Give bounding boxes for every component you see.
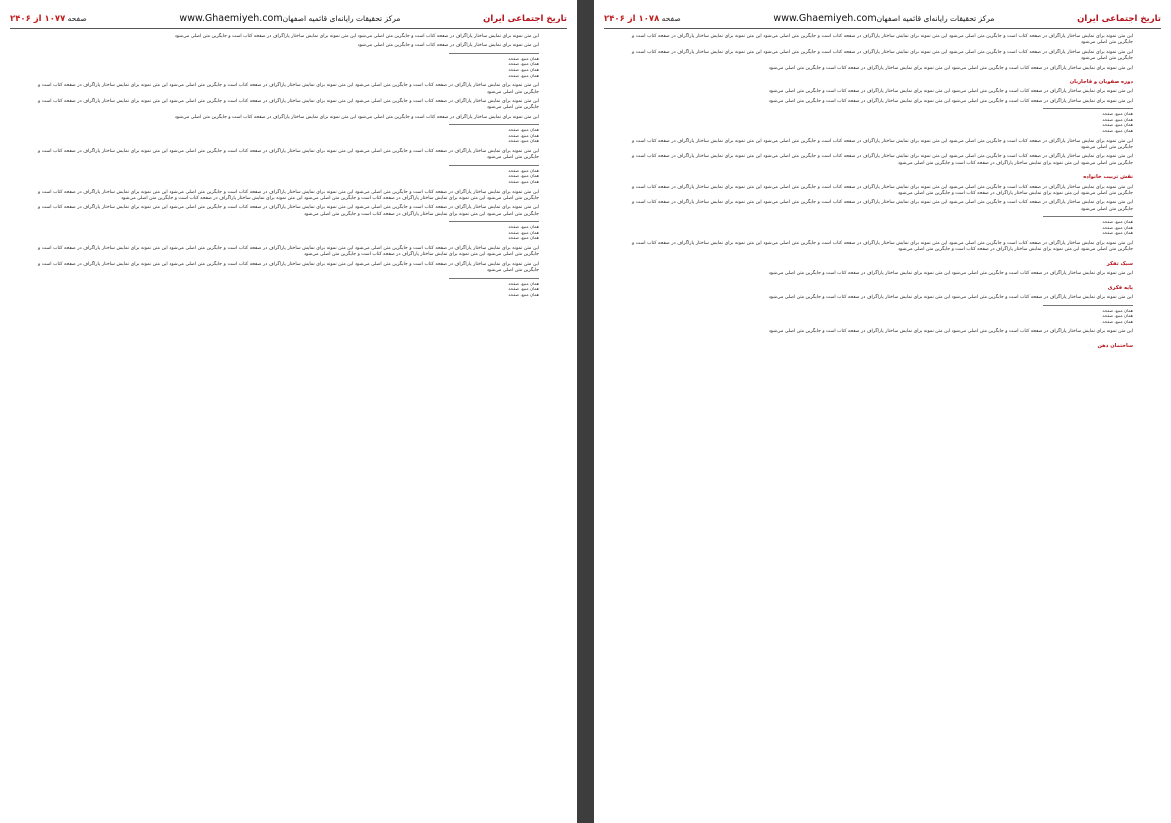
footnote-rule bbox=[1043, 108, 1133, 109]
section-heading: دوره صفویان و قاجاریان bbox=[1069, 79, 1133, 86]
paragraph: این متن نمونه برای نمایش ساختار پاراگراف در صفحه کتاب است و جایگزین متن اصلی می‌شود این متن نمونه برای نمایش ساختار پاراگراف در صفحه کتاب است و جایگزین متن اصلی می‌شود bbox=[768, 65, 1133, 71]
publisher-line bbox=[169, 10, 400, 28]
publisher-line bbox=[763, 10, 994, 28]
footnote: همان منبع، صفحه bbox=[508, 138, 539, 144]
paragraph: این متن نمونه برای نمایش ساختار پاراگراف در صفحه کتاب است و جایگزین متن اصلی می‌شود این متن نمونه برای نمایش ساختار پاراگراف در صفحه کتاب است و جایگزین متن اصلی می‌شود این متن نمونه برای نمایش ساختار پاراگراف در صفحه کتاب است و جایگزین متن اصلی می‌شود bbox=[38, 83, 539, 95]
footnote-block bbox=[632, 308, 1133, 325]
footnote: همان منبع، صفحه bbox=[508, 229, 539, 235]
footnote-block bbox=[38, 168, 539, 185]
paragraph: این متن نمونه برای نمایش ساختار پاراگراف در صفحه کتاب است و جایگزین متن اصلی می‌شود این متن نمونه برای نمایش ساختار پاراگراف در صفحه کتاب است و جایگزین متن اصلی می‌شود این متن نمونه برای نمایش ساختار پاراگراف در صفحه کتاب است و جایگزین متن اصلی می‌شود bbox=[38, 261, 539, 274]
footnote: همان منبع، صفحه bbox=[1102, 307, 1133, 313]
footnote: همان منبع، صفحه bbox=[508, 132, 539, 138]
publisher-name: مرکز تحقیقات رایانه‌ای قائمیه اصفهان bbox=[282, 14, 401, 23]
footnote: همان منبع، صفحه bbox=[1102, 313, 1133, 319]
section-heading: سبک تفکر bbox=[1106, 260, 1133, 267]
paragraph: این متن نمونه برای نمایش ساختار پاراگراف در صفحه کتاب است و جایگزین متن اصلی می‌شود این متن نمونه برای نمایش ساختار پاراگراف در صفحه کتاب است و جایگزین متن اصلی می‌شود این متن نمونه برای نمایش ساختار پاراگراف در صفحه کتاب است و جایگزین متن اصلی می‌شود bbox=[38, 99, 539, 111]
paragraph: این متن نمونه برای نمایش ساختار پاراگراف در صفحه کتاب است و جایگزین متن اصلی می‌شود این متن نمونه برای نمایش ساختار پاراگراف در صفحه کتاب است و جایگزین متن اصلی می‌شود این متن نمونه برای نمایش ساختار پاراگراف در صفحه کتاب است و جایگزین متن اصلی می‌شود bbox=[632, 138, 1133, 151]
footnote-block bbox=[38, 281, 539, 298]
footnote-block bbox=[632, 219, 1133, 236]
right-page-header bbox=[604, 10, 1161, 29]
footnote: همان منبع، صفحه bbox=[1102, 219, 1133, 225]
right-page bbox=[594, 0, 1171, 823]
footnote-rule bbox=[449, 124, 539, 125]
footnote: همان منبع، صفحه bbox=[508, 291, 539, 297]
footnote: همان منبع، صفحه bbox=[1102, 128, 1133, 134]
left-page-body bbox=[38, 34, 539, 819]
paragraph: این متن نمونه برای نمایش ساختار پاراگراف در صفحه کتاب است و جایگزین متن اصلی می‌شود این متن نمونه برای نمایش ساختار پاراگراف در صفحه کتاب است و جایگزین متن اصلی می‌شود این متن نمونه برای نمایش ساختار پاراگراف در صفحه کتاب است و جایگزین متن اصلی می‌شود این متن نمونه برای نمایش ساختار پاراگراف در صفحه کتاب است و جایگزین متن اصلی می‌شود bbox=[38, 205, 539, 217]
footnote: همان منبع، صفحه bbox=[508, 61, 539, 67]
footnote-rule bbox=[449, 221, 539, 222]
footnote: همان منبع، صفحه bbox=[508, 173, 539, 179]
footnote-rule bbox=[449, 53, 539, 54]
paragraph: این متن نمونه برای نمایش ساختار پاراگراف در صفحه کتاب است و جایگزین متن اصلی می‌شود این متن نمونه برای نمایش ساختار پاراگراف در صفحه کتاب است و جایگزین متن اصلی می‌شود bbox=[768, 295, 1133, 301]
footnote-rule bbox=[1043, 305, 1133, 306]
paragraph: این متن نمونه برای نمایش ساختار پاراگراف در صفحه کتاب است و جایگزین متن اصلی می‌شود bbox=[357, 43, 539, 49]
paragraph: این متن نمونه برای نمایش ساختار پاراگراف در صفحه کتاب است و جایگزین متن اصلی می‌شود این متن نمونه برای نمایش ساختار پاراگراف در صفحه کتاب است و جایگزین متن اصلی می‌شود این متن نمونه برای نمایش ساختار پاراگراف در صفحه کتاب است و جایگزین متن اصلی می‌شود این متن نمونه برای نمایش ساختار پاراگراف در صفحه کتاب است و جایگزین متن اصلی می‌شود bbox=[632, 154, 1133, 166]
footnote: همان منبع، صفحه bbox=[508, 179, 539, 184]
left-page bbox=[0, 0, 577, 823]
footnote: همان منبع، صفحه bbox=[1102, 230, 1133, 236]
paragraph: این متن نمونه برای نمایش ساختار پاراگراف در صفحه کتاب است و جایگزین متن اصلی می‌شود این متن نمونه برای نمایش ساختار پاراگراف در صفحه کتاب است و جایگزین متن اصلی می‌شود این متن نمونه برای نمایش ساختار پاراگراف در صفحه کتاب است و جایگزین متن اصلی می‌شود این متن نمونه برای نمایش ساختار پاراگراف در صفحه کتاب است و جایگزین متن اصلی می‌شود این متن نمونه برای نمایش ساختار پاراگراف در صفحه کتاب است و جایگزین متن اصلی می‌شود bbox=[38, 189, 539, 201]
paragraph: این متن نمونه برای نمایش ساختار پاراگراف در صفحه کتاب است و جایگزین متن اصلی می‌شود این متن نمونه برای نمایش ساختار پاراگراف در صفحه کتاب است و جایگزین متن اصلی می‌شود این متن نمونه برای نمایش ساختار پاراگراف در صفحه کتاب است و جایگزین متن اصلی می‌شود این متن نمونه برای نمایش ساختار پاراگراف در صفحه کتاب است و جایگزین متن اصلی می‌شود bbox=[632, 184, 1133, 197]
paragraph: این متن نمونه برای نمایش ساختار پاراگراف در صفحه کتاب است و جایگزین متن اصلی می‌شود این متن نمونه برای نمایش ساختار پاراگراف در صفحه کتاب است و جایگزین متن اصلی می‌شود bbox=[768, 271, 1133, 277]
page-number bbox=[10, 10, 87, 28]
section-heading: ساختمان ذهن bbox=[1097, 342, 1133, 349]
right-page-body bbox=[632, 34, 1133, 819]
section-heading: نقش تربیت خانواده bbox=[1083, 174, 1133, 181]
book-title: تاریخ اجتماعی ایران bbox=[1077, 14, 1161, 24]
footnote: همان منبع، صفحه bbox=[508, 167, 539, 173]
footnote-rule bbox=[449, 165, 539, 166]
left-page-header bbox=[10, 10, 567, 29]
footnote: همان منبع، صفحه bbox=[508, 55, 539, 61]
page-word: صفحه bbox=[661, 14, 681, 23]
footnote-block bbox=[38, 127, 539, 144]
paragraph: این متن نمونه برای نمایش ساختار پاراگراف در صفحه کتاب است و جایگزین متن اصلی می‌شود این متن نمونه برای نمایش ساختار پاراگراف در صفحه کتاب است و جایگزین متن اصلی می‌شود این متن نمونه برای نمایش ساختار پاراگراف در صفحه کتاب است و جایگزین متن اصلی می‌شود این متن نمونه برای نمایش ساختار پاراگراف در صفحه کتاب است و جایگزین متن اصلی می‌شود bbox=[632, 241, 1133, 253]
section-heading: پایه فکری bbox=[1107, 284, 1133, 291]
page-gutter bbox=[577, 0, 594, 823]
site-url[interactable]: www.Ghaemiyeh.com bbox=[773, 13, 877, 24]
footnote: همان منبع، صفحه bbox=[1102, 122, 1133, 128]
footnote: همان منبع، صفحه bbox=[508, 235, 539, 241]
footnote-block bbox=[38, 224, 539, 241]
paragraph: این متن نمونه برای نمایش ساختار پاراگراف در صفحه کتاب است و جایگزین متن اصلی می‌شود این متن نمونه برای نمایش ساختار پاراگراف در صفحه کتاب است و جایگزین متن اصلی می‌شود bbox=[174, 114, 539, 120]
paragraph: این متن نمونه برای نمایش ساختار پاراگراف در صفحه کتاب است و جایگزین متن اصلی می‌شود این متن نمونه برای نمایش ساختار پاراگراف در صفحه کتاب است و جایگزین متن اصلی می‌شود این متن نمونه برای نمایش ساختار پاراگراف در صفحه کتاب است و جایگزین متن اصلی می‌شود bbox=[632, 200, 1133, 212]
paragraph: این متن نمونه برای نمایش ساختار پاراگراف در صفحه کتاب است و جایگزین متن اصلی می‌شود این متن نمونه برای نمایش ساختار پاراگراف در صفحه کتاب است و جایگزین متن اصلی می‌شود bbox=[768, 98, 1133, 104]
paragraph: این متن نمونه برای نمایش ساختار پاراگراف در صفحه کتاب است و جایگزین متن اصلی می‌شود این متن نمونه برای نمایش ساختار پاراگراف در صفحه کتاب است و جایگزین متن اصلی می‌شود این متن نمونه برای نمایش ساختار پاراگراف در صفحه کتاب است و جایگزین متن اصلی می‌شود bbox=[632, 49, 1133, 62]
site-url[interactable]: www.Ghaemiyeh.com bbox=[179, 13, 283, 24]
footnote-rule bbox=[449, 278, 539, 279]
footnote: همان منبع، صفحه bbox=[508, 67, 539, 72]
page-number-value: ۱۰۷۸ از ۲۴۰۶ bbox=[604, 14, 660, 24]
footnote: همان منبع، صفحه bbox=[1102, 111, 1133, 117]
footnote: همان منبع، صفحه bbox=[508, 224, 539, 230]
paragraph: این متن نمونه برای نمایش ساختار پاراگراف در صفحه کتاب است و جایگزین متن اصلی می‌شود این متن نمونه برای نمایش ساختار پاراگراف در صفحه کتاب است و جایگزین متن اصلی می‌شود این متن نمونه برای نمایش ساختار پاراگراف در صفحه کتاب است و جایگزین متن اصلی می‌شود bbox=[38, 149, 539, 161]
footnote-rule bbox=[1043, 216, 1133, 217]
footnote: همان منبع، صفحه bbox=[1102, 224, 1133, 230]
publisher-name: مرکز تحقیقات رایانه‌ای قائمیه اصفهان bbox=[876, 14, 995, 23]
footnote: همان منبع، صفحه bbox=[508, 286, 539, 292]
footnote: همان منبع، صفحه bbox=[508, 72, 539, 78]
footnote: همان منبع، صفحه bbox=[508, 127, 539, 133]
footnote: همان منبع، صفحه bbox=[1102, 318, 1133, 324]
paragraph: این متن نمونه برای نمایش ساختار پاراگراف در صفحه کتاب است و جایگزین متن اصلی می‌شود این متن نمونه برای نمایش ساختار پاراگراف در صفحه کتاب است و جایگزین متن اصلی می‌شود این متن نمونه برای نمایش ساختار پاراگراف در صفحه کتاب است و جایگزین متن اصلی می‌شود این متن نمونه برای نمایش ساختار پاراگراف در صفحه کتاب است و جایگزین متن اصلی می‌شود bbox=[38, 246, 539, 258]
footnote: همان منبع، صفحه bbox=[508, 280, 539, 286]
book-title: تاریخ اجتماعی ایران bbox=[483, 14, 567, 24]
paragraph: این متن نمونه برای نمایش ساختار پاراگراف در صفحه کتاب است و جایگزین متن اصلی می‌شود این متن نمونه برای نمایش ساختار پاراگراف در صفحه کتاب است و جایگزین متن اصلی می‌شود این متن نمونه برای نمایش ساختار پاراگراف در صفحه کتاب است و جایگزین متن اصلی می‌شود bbox=[632, 34, 1133, 46]
page-word: صفحه bbox=[67, 14, 87, 23]
paragraph: این متن نمونه برای نمایش ساختار پاراگراف در صفحه کتاب است و جایگزین متن اصلی می‌شود این متن نمونه برای نمایش ساختار پاراگراف در صفحه کتاب است و جایگزین متن اصلی می‌شود bbox=[768, 329, 1133, 335]
page-number bbox=[604, 10, 681, 28]
footnote-block bbox=[38, 56, 539, 78]
paragraph: این متن نمونه برای نمایش ساختار پاراگراف در صفحه کتاب است و جایگزین متن اصلی می‌شود این متن نمونه برای نمایش ساختار پاراگراف در صفحه کتاب است و جایگزین متن اصلی می‌شود bbox=[768, 89, 1133, 95]
paragraph: این متن نمونه برای نمایش ساختار پاراگراف در صفحه کتاب است و جایگزین متن اصلی می‌شود این متن نمونه برای نمایش ساختار پاراگراف در صفحه کتاب است و جایگزین متن اصلی می‌شود bbox=[174, 34, 539, 39]
page-number-value: ۱۰۷۷ از ۲۴۰۶ bbox=[10, 14, 66, 24]
footnote-block bbox=[632, 111, 1133, 133]
footnote: همان منبع، صفحه bbox=[1102, 116, 1133, 122]
